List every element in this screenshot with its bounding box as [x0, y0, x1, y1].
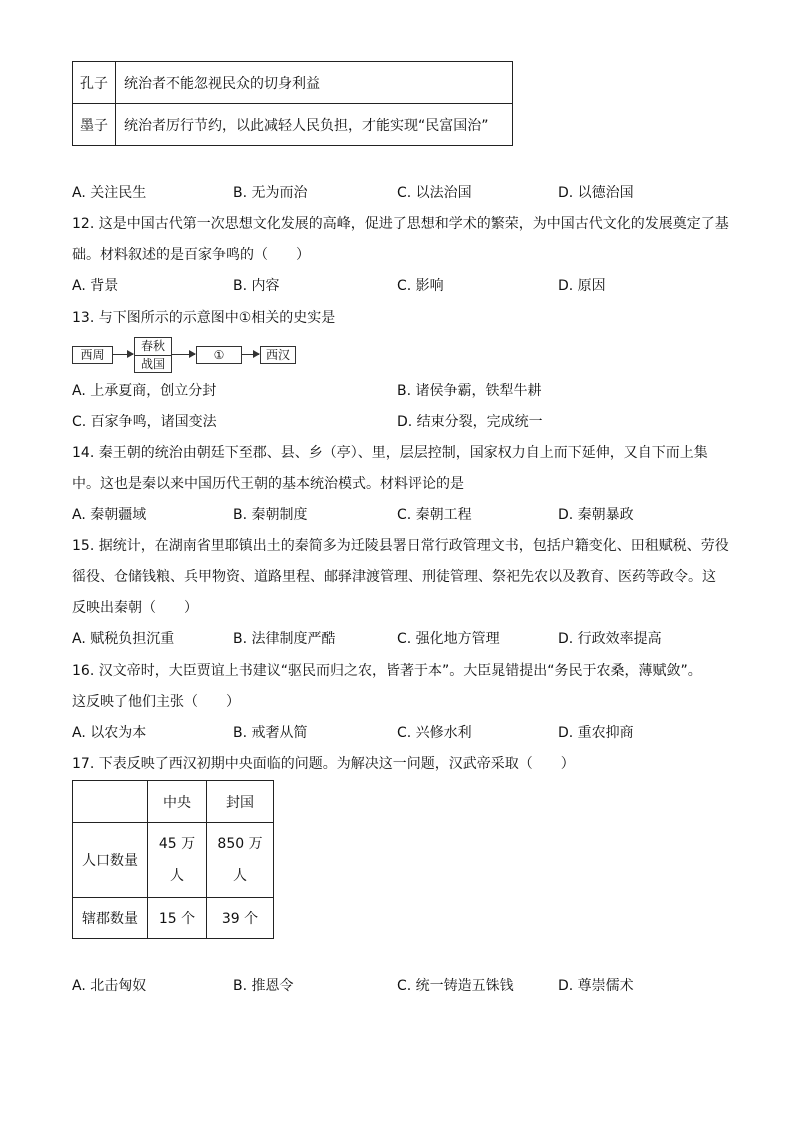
table-cell	[207, 823, 274, 898]
table-header-cell: 中央	[148, 781, 207, 823]
option-b[interactable]: B. 秦朝制度	[233, 507, 308, 523]
option-a[interactable]: A. 背景	[72, 278, 119, 294]
table-cell: 15 个	[148, 898, 207, 939]
diagram-box: ①	[196, 346, 242, 364]
option-c[interactable]: C. 以法治国	[397, 185, 472, 201]
table-row	[73, 823, 274, 898]
option-c[interactable]: C. 百家争鸣，诸国变法	[72, 414, 217, 430]
option-c[interactable]: C. 统一铸造五铢钱	[397, 978, 514, 994]
diagram-box-line: 春秋	[140, 339, 165, 353]
option-b[interactable]: B. 戒奢从简	[233, 725, 308, 741]
arrow-icon	[241, 354, 259, 355]
option-d[interactable]: D. 尊崇儒术	[558, 978, 634, 994]
question-text: 中。这也是秦以来中国历代王朝的基本统治模式。材料评论的是	[72, 476, 464, 492]
option-d[interactable]: D. 以德治国	[558, 185, 634, 201]
option-a[interactable]: A. 以农为本	[72, 725, 147, 741]
option-d[interactable]: D. 结束分裂，完成统一	[397, 414, 543, 430]
question-text: 13. 与下图所示的示意图中①相关的史实是	[72, 310, 336, 326]
table-row-label: 人口数量	[73, 823, 148, 898]
diagram-box-line: 战国	[135, 355, 171, 373]
diagram-box: 西汉	[260, 346, 296, 364]
table-cell-name: 孔子	[73, 62, 116, 104]
table-cell-text: 统治者不能忽视民众的切身利益	[116, 62, 513, 104]
option-b[interactable]: B. 诸侯争霸，铁犁牛耕	[397, 383, 542, 399]
table-cell-text: 统治者厉行节约，以此减轻人民负担，才能实现“民富国治”	[116, 104, 513, 146]
table-row	[73, 62, 513, 104]
question-text: 反映出秦朝（ ）	[72, 600, 198, 616]
option-d[interactable]: D. 重农抑商	[558, 725, 634, 741]
option-d[interactable]: D. 秦朝暴政	[558, 507, 634, 523]
table-cell: 39 个	[207, 898, 274, 939]
option-b[interactable]: B. 无为而治	[233, 185, 308, 201]
question-text: 这反映了他们主张（ ）	[72, 694, 240, 710]
option-b[interactable]: B. 推恩令	[233, 978, 294, 994]
question-text: 17. 下表反映了西汉初期中央面临的问题。为解决这一问题，汉武帝采取（ ）	[72, 756, 575, 772]
option-a[interactable]: A. 上承夏商，创立分封	[72, 383, 217, 399]
table-cell-name: 墨子	[73, 104, 116, 146]
option-a[interactable]: A. 赋税负担沉重	[72, 631, 175, 647]
option-c[interactable]: C. 兴修水利	[397, 725, 472, 741]
table-row	[73, 898, 274, 939]
arrow-icon	[171, 354, 195, 355]
question-text: 16. 汉文帝时，大臣贾谊上书建议“驱民而归之农，皆著于本”。大臣晁错提出“务民于农桑，薄赋敛”。	[72, 663, 702, 679]
table-cell-line: 850 万	[217, 836, 263, 852]
table-header-cell	[73, 781, 148, 823]
option-c[interactable]: C. 影响	[397, 278, 444, 294]
diagram-box: 西周	[72, 346, 113, 364]
option-c[interactable]: C. 秦朝工程	[397, 507, 472, 523]
option-a[interactable]: A. 关注民生	[72, 185, 147, 201]
population-table	[72, 780, 274, 939]
question-text: 12. 这是中国古代第一次思想文化发展的高峰，促进了思想和学术的繁荣，为中国古代文化的发展奠定了基	[72, 216, 729, 232]
table-cell-line: 人	[233, 868, 247, 884]
option-a[interactable]: A. 北击匈奴	[72, 978, 147, 994]
question-text: 14. 秦王朝的统治由朝廷下至郡、县、乡（亭）、里，层层控制，国家权力自上而下延伸，又自下而上集	[72, 445, 708, 461]
option-b[interactable]: B. 内容	[233, 278, 280, 294]
table-cell-line: 45 万	[158, 836, 196, 852]
arrow-icon	[112, 354, 133, 355]
table-cell	[148, 823, 207, 898]
question-text: 徭役、仓储钱粮、兵甲物资、道路里程、邮驿津渡管理、刑徒管理、祭祀先农以及教育、医药等政令。这	[72, 569, 716, 585]
table-cell-line: 人	[170, 868, 184, 884]
diagram-box-multi	[134, 337, 172, 373]
option-d[interactable]: D. 行政效率提高	[558, 631, 662, 647]
question-text: 础。材料叙述的是百家争鸣的（ ）	[72, 247, 310, 263]
thinkers-table	[72, 61, 513, 146]
table-header-row	[73, 781, 274, 823]
option-b[interactable]: B. 法律制度严酷	[233, 631, 336, 647]
table-row	[73, 104, 513, 146]
option-c[interactable]: C. 强化地方管理	[397, 631, 500, 647]
question-text: 15. 据统计，在湖南省里耶镇出土的秦简多为迁陵县署日常行政管理文书，包括户籍变化、田租赋税、劳役	[72, 538, 729, 554]
option-d[interactable]: D. 原因	[558, 278, 606, 294]
table-header-cell: 封国	[207, 781, 274, 823]
table-row-label: 辖郡数量	[73, 898, 148, 939]
option-a[interactable]: A. 秦朝疆域	[72, 507, 147, 523]
